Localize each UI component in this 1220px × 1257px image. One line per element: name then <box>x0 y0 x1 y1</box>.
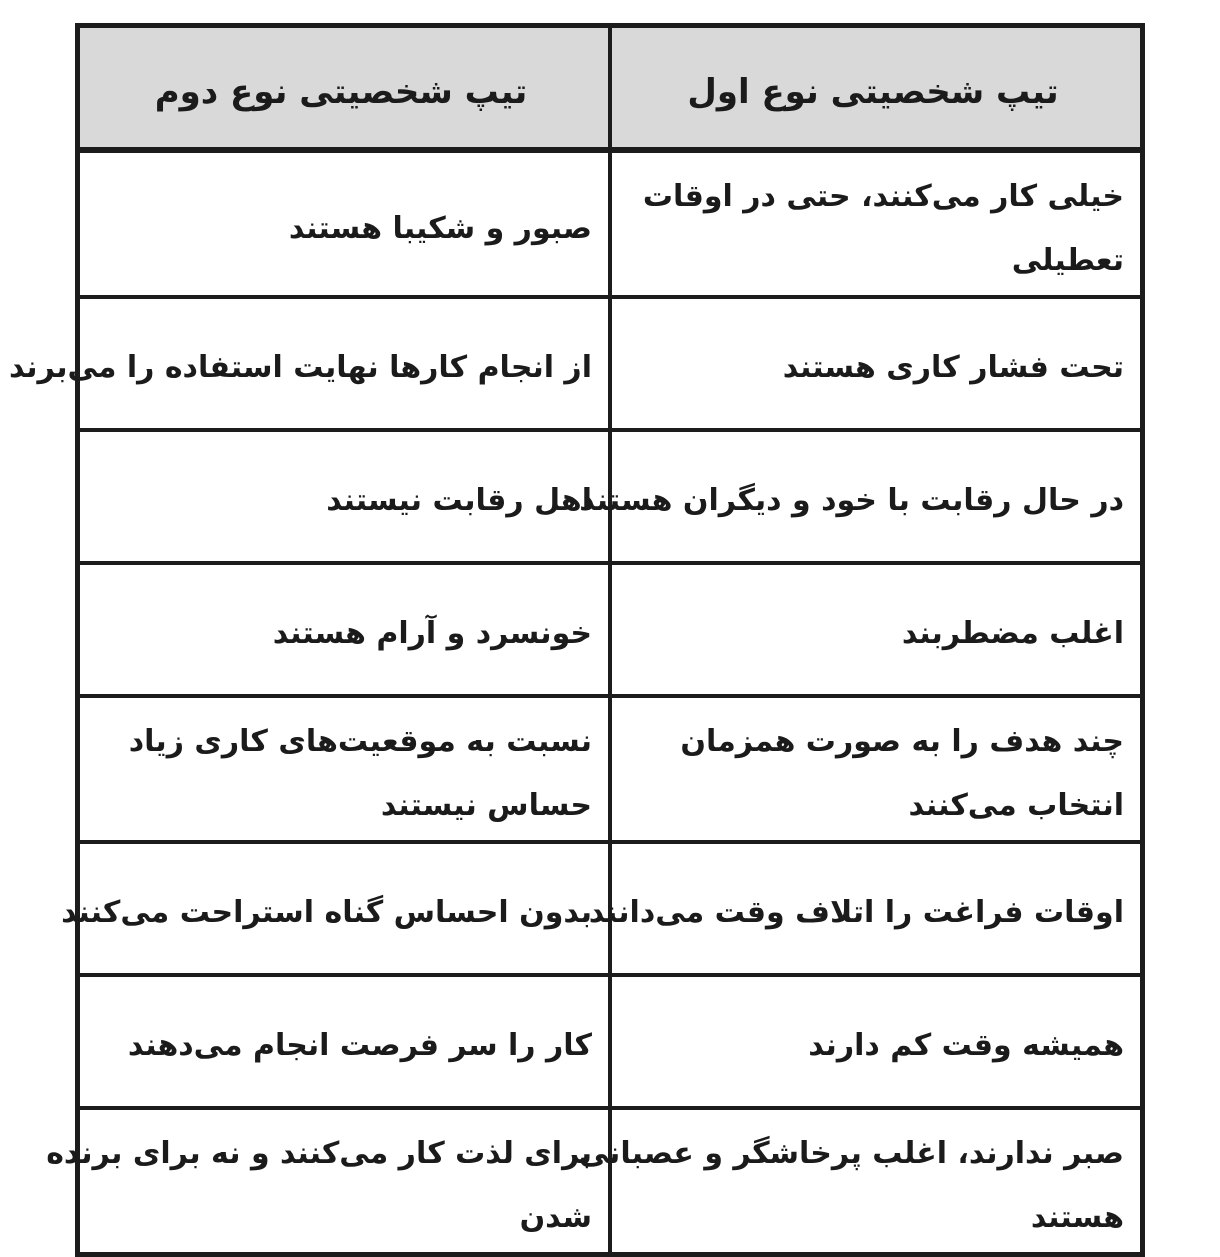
cell-text: کار را سر فرصت انجام می‌دهند <box>127 1028 592 1063</box>
table-row <box>78 975 1143 1108</box>
table-row <box>78 1108 1143 1255</box>
cell-type2 <box>78 696 611 842</box>
cell-text: چند هدف را به صورت همزمان <box>680 723 1124 759</box>
cell-type1 <box>610 150 1143 297</box>
cell-text: صبور و شکیبا هستند <box>288 210 592 246</box>
cell-text: تحت فشار کاری هستند <box>782 350 1124 385</box>
cell-type2 <box>78 430 611 563</box>
header-cell-type1 <box>610 26 1143 150</box>
cell-text: شدن <box>519 1199 592 1235</box>
header-cell-type2 <box>78 26 611 150</box>
cell-text: همیشه وقت کم دارند <box>808 1028 1124 1063</box>
cell-type2 <box>78 563 611 696</box>
cell-text: حساس نیستند <box>380 787 592 823</box>
cell-text: اهل رقابت نیستند <box>326 483 592 518</box>
cell-text: در حال رقابت با خود و دیگران هستند <box>579 483 1124 518</box>
cell-text: خیلی کار می‌کنند، حتی در اوقات <box>642 178 1124 214</box>
header-row <box>78 26 1143 150</box>
header-label-type2: تیپ شخصیتی نوع دوم <box>154 72 528 113</box>
cell-type2 <box>78 150 611 297</box>
cell-type2 <box>8 297 611 430</box>
cell-text: اغلب مضطربند <box>901 616 1124 651</box>
cell-text: نسبت به موقعیت‌های کاری زیاد <box>128 723 592 759</box>
cell-text: بدون احساس گناه استراحت می‌کنند <box>61 895 592 930</box>
cell-type1 <box>610 696 1143 842</box>
cell-type2 <box>61 842 611 975</box>
table-row <box>78 696 1143 842</box>
table-row <box>78 297 1143 430</box>
cell-type1 <box>588 842 1143 975</box>
cell-type1 <box>610 563 1143 696</box>
personality-types-table <box>8 23 1145 1257</box>
cell-text: هستند <box>1030 1199 1124 1235</box>
cell-text: از انجام کارها نهایت استفاده را می‌برند <box>8 350 592 385</box>
table-row <box>78 430 1143 563</box>
table-row <box>78 150 1143 297</box>
cell-type2 <box>78 975 611 1108</box>
cell-type2 <box>46 1108 611 1255</box>
header-label-type1: تیپ شخصیتی نوع اول <box>687 72 1059 113</box>
cell-text: اوقات فراغت را اتلاف وقت می‌دانند <box>588 895 1124 930</box>
cell-type1 <box>579 430 1143 563</box>
cell-text: خونسرد و آرام هستند <box>272 616 592 651</box>
cell-text: انتخاب می‌کنند <box>908 787 1124 823</box>
cell-text: برای لذت کار می‌کنند و نه برای برنده <box>46 1135 592 1171</box>
cell-type1 <box>578 1108 1143 1255</box>
cell-type1 <box>610 975 1143 1108</box>
cell-text: صبر ندارند، اغلب پرخاشگر و عصبانی <box>578 1135 1124 1171</box>
cell-type1 <box>610 297 1143 430</box>
table-row <box>78 563 1143 696</box>
cell-text: تعطیلی <box>1011 242 1124 278</box>
table-row <box>78 842 1143 975</box>
